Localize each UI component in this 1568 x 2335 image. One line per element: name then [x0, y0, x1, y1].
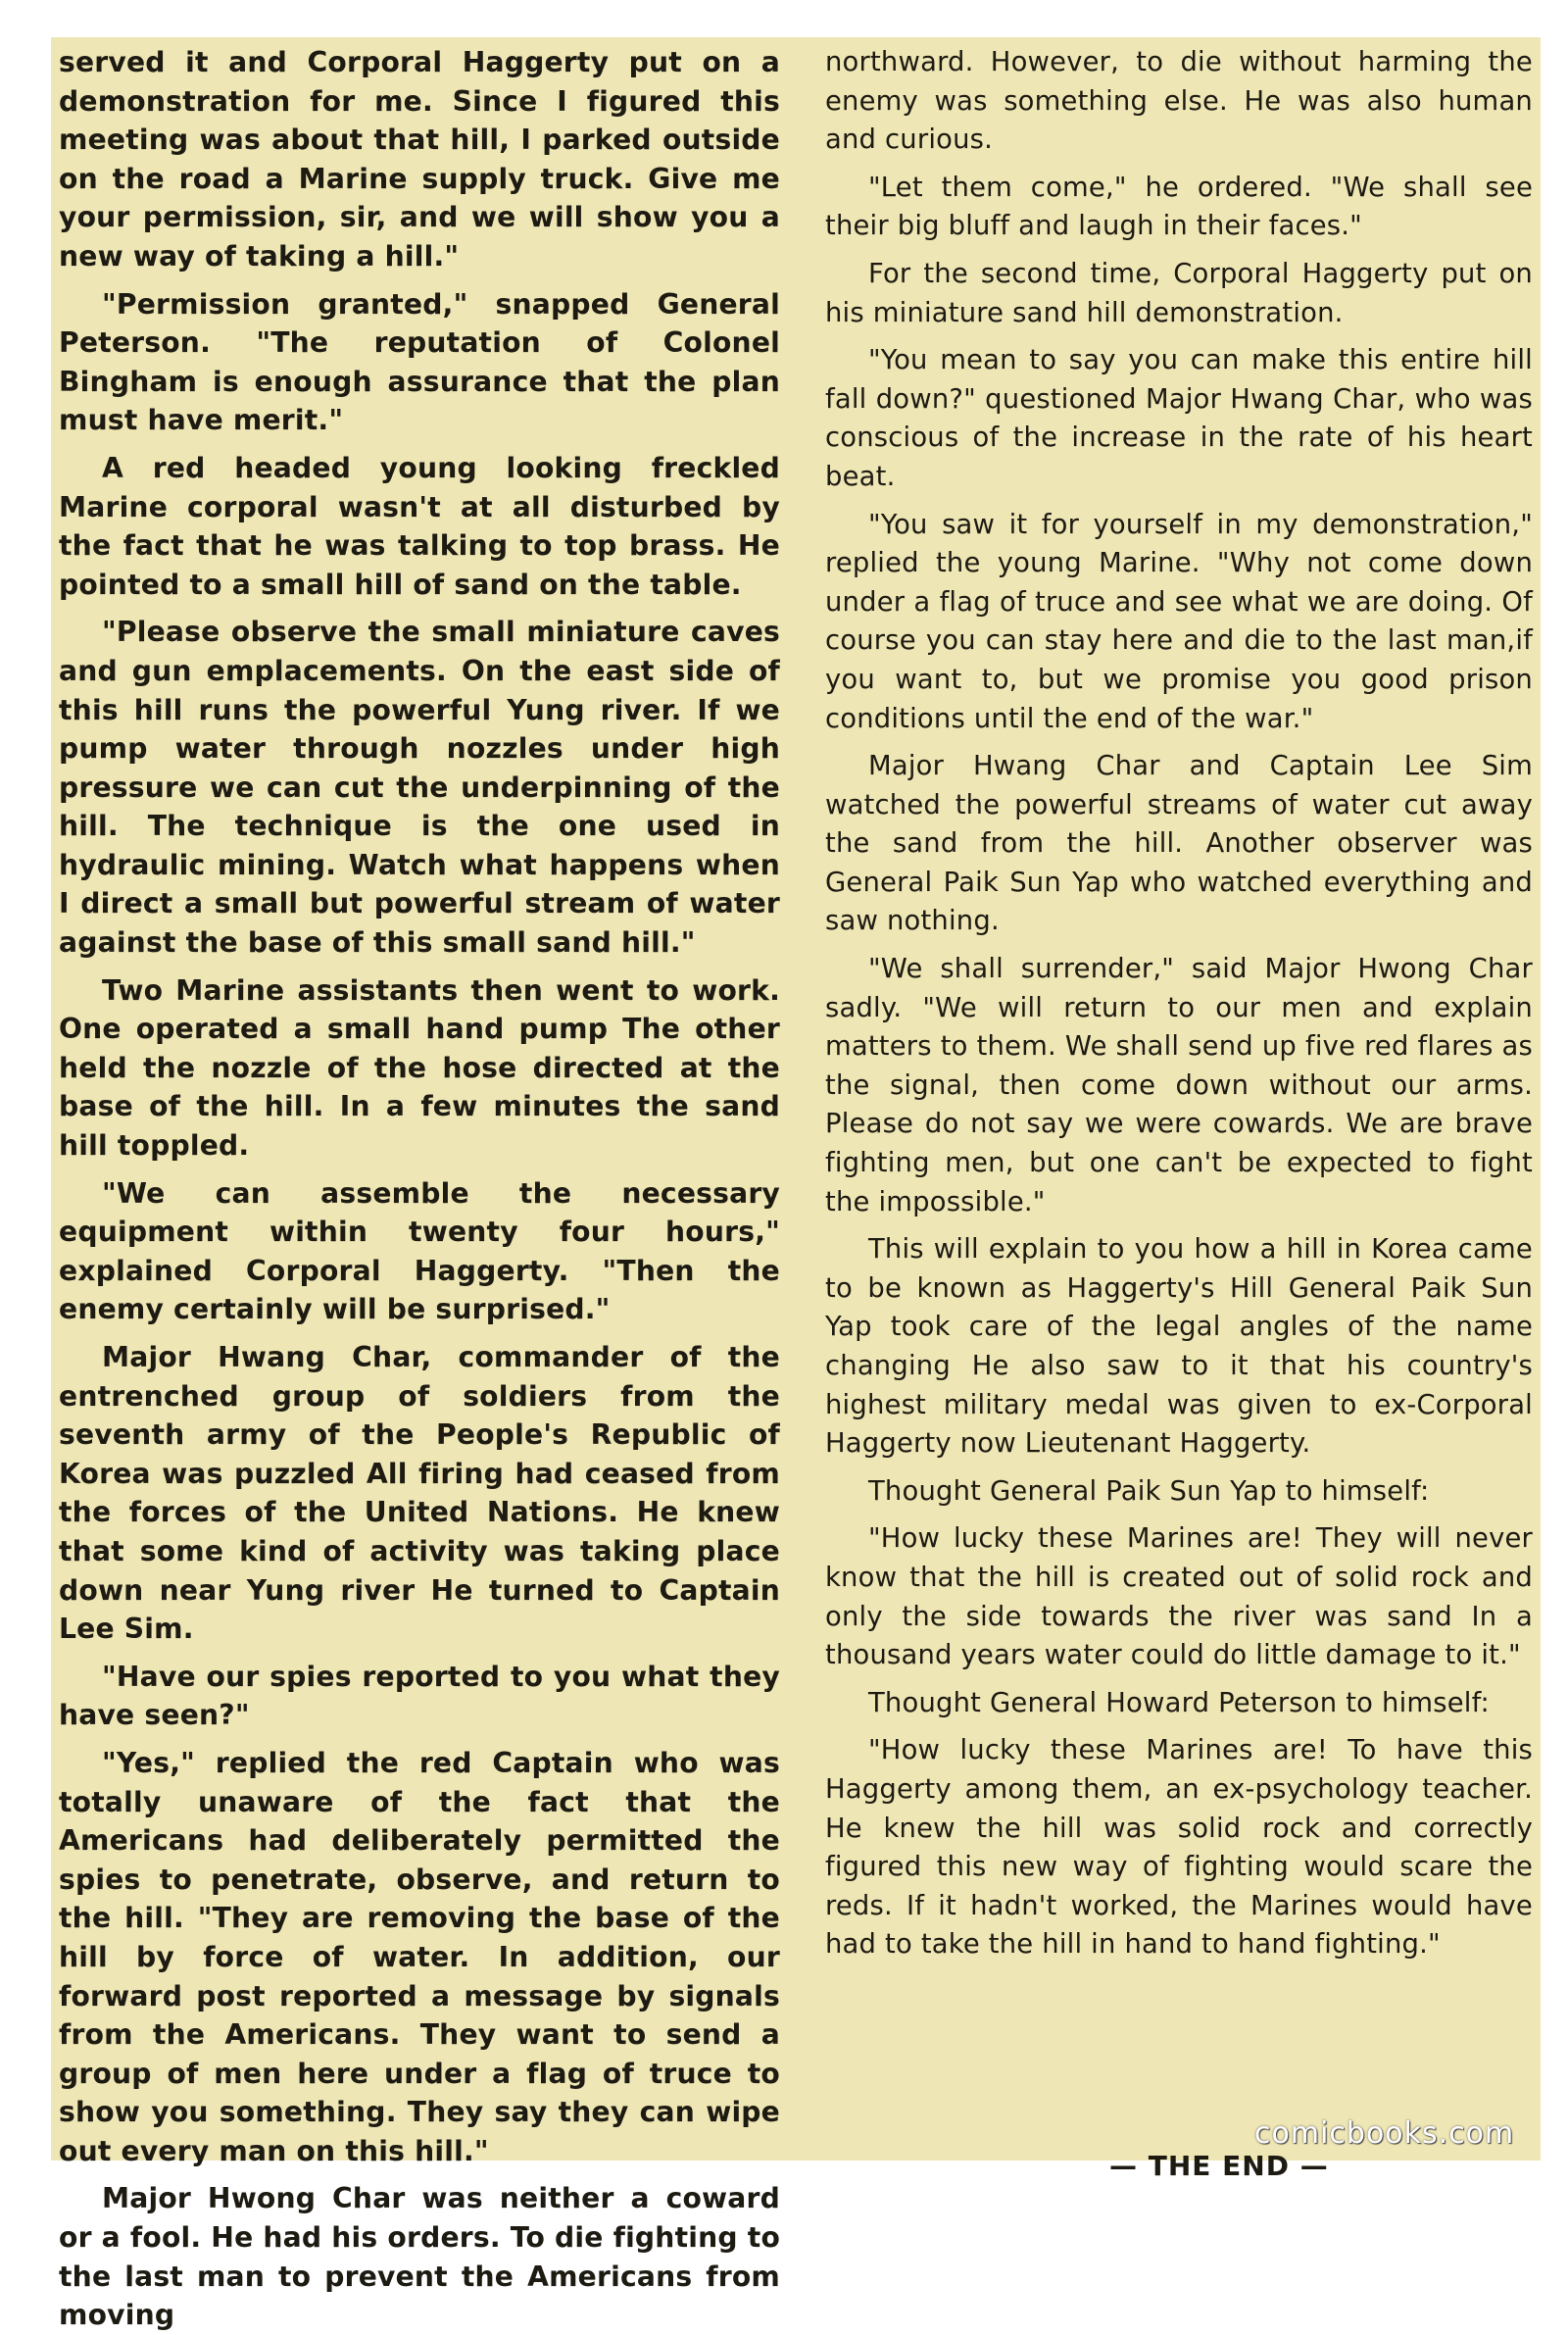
paragraph: Major Hwang Char and Captain Lee Sim watched the powerful streams of water cut away the sand from the hill. Another observer was General Paik Sun Yap who watched everything and saw nothing.	[825, 751, 1533, 937]
paragraph: Thought General Howard Peterson to himself:	[868, 1687, 1490, 1718]
paragraph: "Have our spies reported to you what they have seen?"	[59, 1660, 780, 1732]
paragraph: "You saw it for yourself in my demonstration," replied the young Marine. "Why not come down under a flag of truce and see what we are doing. Of course you can stay here and die to the last man,if you want to, but we promise you good prison conditions until the end of the war."	[825, 509, 1533, 734]
paragraph: Two Marine assistants then went to work. One operated a small hand pump The other held the nozzle of the hose directed at the base of the hill. In a few minutes the sand hill toppled.	[59, 973, 780, 1163]
story-page	[51, 37, 1541, 2332]
paragraph: Major Hwang Char, commander of the entrenched group of soldiers from the seventh army of the People's Republic of Korea was puzzled All firing had ceased from the forces of the United Nations. He knew that some kind of activity was taking place down near Yung river He turned to Captain Lee Sim.	[59, 1341, 780, 1646]
paragraph: Thought General Paik Sun Yap to himself:	[868, 1475, 1430, 1507]
paragraph: "Yes," replied the red Captain who was totally unaware of the fact that the Americans had deliberately permitted the spies to penetrate, observe, and return to the hill. "They are removing the base of the hill by force of water. In addition, our forward post reported a message by signals from the Americans. They want to send a group of men here under a flag of truce to show you something. They say they can wipe out every man on this hill."	[59, 1746, 780, 2167]
paragraph: "How lucky these Marines are! To have this Haggerty among them, an ex-psychology teacher. He knew the hill was solid rock and correctly figured this new way of fighting would scare the reds. If it hadn't worked, the Marines would have had to take the hill in hand to hand fighting."	[825, 1735, 1533, 1961]
paragraph: "Let them come," he ordered. "We shall see their big bluff and laugh in their faces."	[825, 172, 1533, 242]
paragraph: "We shall surrender," said Major Hwong Char sadly. "We will return to our men and explain matters to them. We shall send up five red flares as the signal, then come down without our arms. Please do not say we were cowards. We are brave fighting men, but one can't be expected to fight the impossible."	[825, 954, 1533, 1217]
site-watermark: comicbooks.com	[1254, 2116, 1515, 2151]
paragraph: "Permission granted," snapped General Peterson. "The reputation of Colonel Bingham is enough assurance that the plan must have merit."	[59, 287, 780, 437]
the-end-mark: — THE END —	[1109, 2150, 1329, 2182]
paragraph: For the second time, Corporal Haggerty put on his miniature sand hill demonstration.	[825, 258, 1533, 328]
paragraph: A red headed young looking freckled Marine corporal wasn't at all disturbed by the fact that he was talking to top brass. He pointed to a small hill of sand on the table.	[59, 451, 780, 601]
paragraph: northward. However, to die without harming the enemy was something else. He was also human and curious.	[825, 47, 1533, 156]
paragraph: "How lucky these Marines are! They will never know that the hill is created out of solid rock and only the side towards the river was sand In a thousand years water could do little damage to it."	[825, 1523, 1533, 1671]
paragraph: served it and Corporal Haggerty put on a demonstration for me. Since I figured this meeting was about that hill, I parked outside on the road a Marine supply truck. Give me your permission, sir, and we will show you a new way of taking a hill."	[59, 46, 780, 273]
right-text-column	[825, 43, 1533, 2151]
paragraph: "We can assemble the necessary equipment within twenty four hours," explained Corporal Haggerty. "Then the enemy certainly will be surprised."	[59, 1176, 780, 1326]
paragraph: This will explain to you how a hill in Korea came to be known as Haggerty's Hill General Paik Sun Yap took care of the legal angles of the name changing He also saw to it that his country's highest military medal was given to ex-Corporal Haggerty now Lieutenant Haggerty.	[825, 1234, 1533, 1460]
left-text-column	[59, 43, 781, 2332]
paragraph: "You mean to say you can make this entire hill fall down?" questioned Major Hwang Char, who was conscious of the increase in the rate of his heart beat.	[825, 345, 1533, 492]
paragraph: Major Hwong Char was neither a coward or a fool. He had his orders. To die fighting to the last man to prevent the Americans from moving	[59, 2182, 781, 2332]
paragraph: "Please observe the small miniature caves and gun emplacements. On the east side of this hill runs the powerful Yung river. If we pump water through nozzles under high pressure we can cut the underpinning of the hill. The technique is the one used in hydraulic mining. Watch what happens when I direct a small but powerful stream of water against the base of this small sand hill."	[59, 616, 780, 960]
